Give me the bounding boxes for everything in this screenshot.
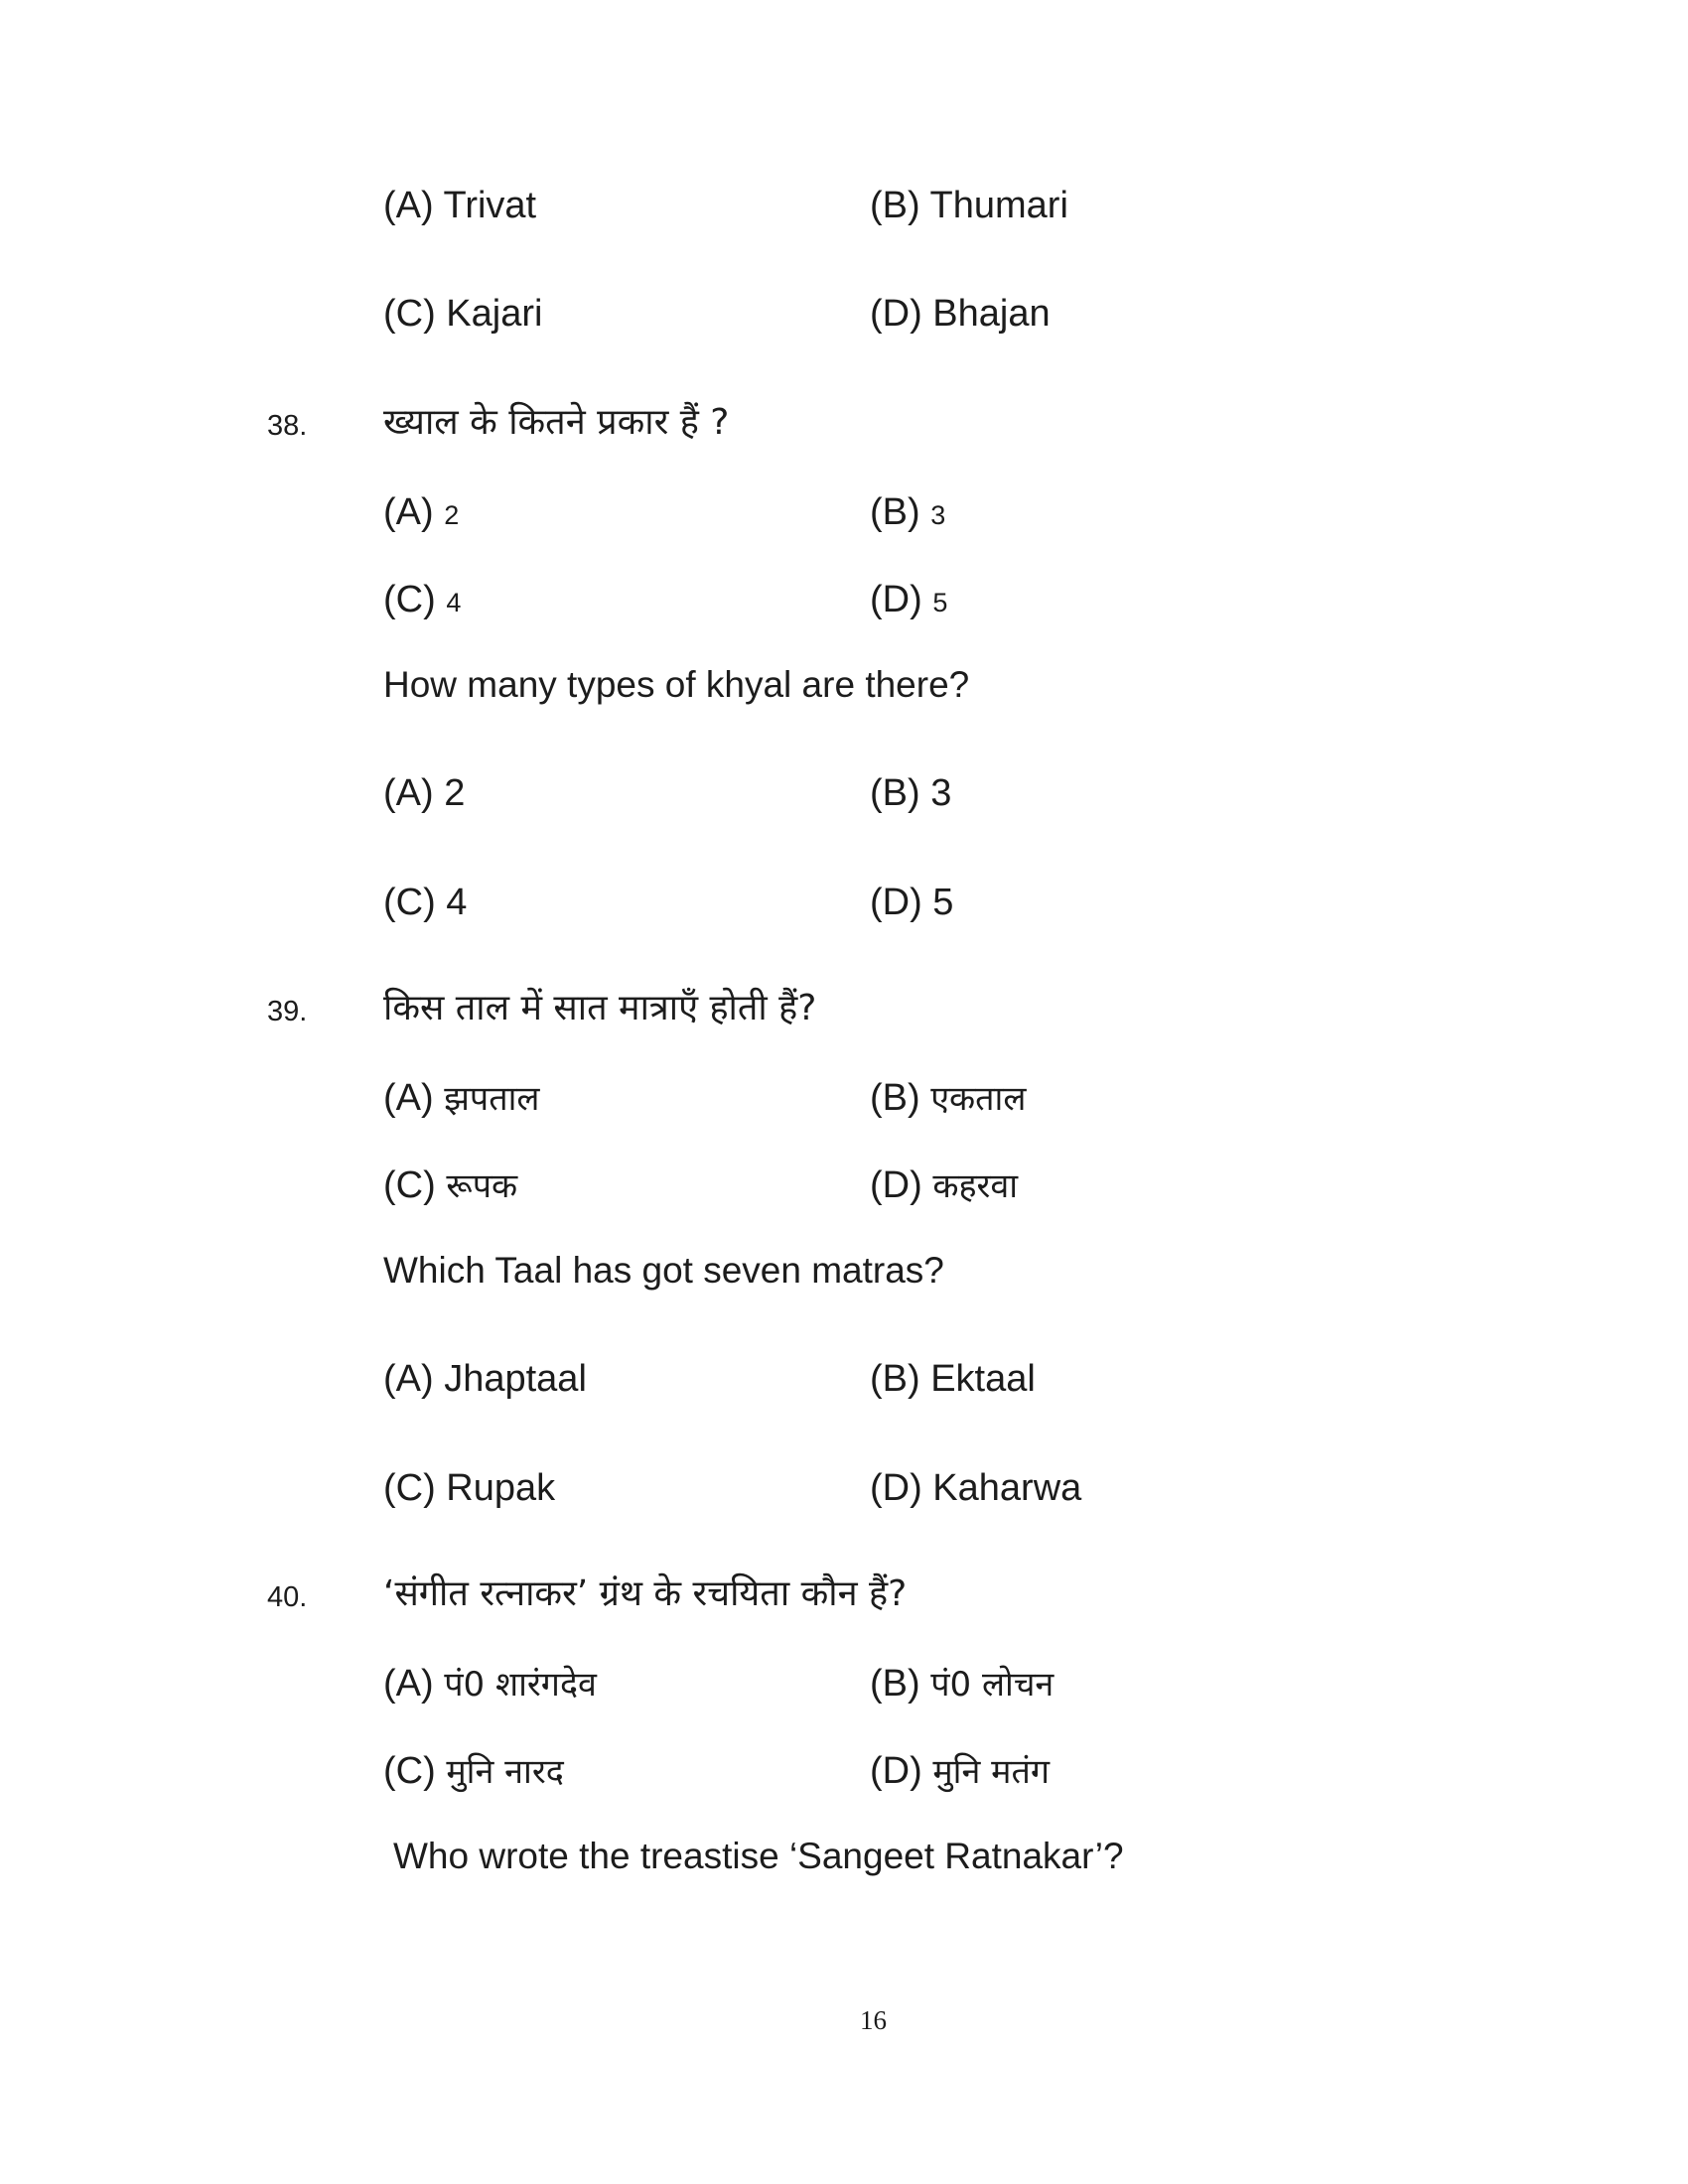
q39-hindi-option-a-value: झपताल [444,1079,540,1119]
q40-hindi-option-b-label: (B) [870,1663,920,1705]
q38-english-option-d: (D) 5 [870,882,954,923]
question-38-english: How many types of khyal are there? [383,664,970,705]
q39-english-option-a: (A) Jhaptaal [383,1358,587,1400]
option-a-trivat: (A) Trivat [383,185,537,226]
q40-hindi-option-a-label: (A) [383,1663,434,1705]
q38-hindi-option-c-value: 4 [446,588,462,617]
q39-hindi-option-a [383,1079,539,1117]
option-d-bhajan: (D) Bhajan [870,293,1051,335]
q39-hindi-option-c-label: (C) [383,1164,436,1206]
question-39-number: 39. [267,996,308,1027]
q40-hindi-option-c [383,1752,564,1790]
q38-hindi-option-d-label: (D) [870,579,922,620]
q38-english-option-b: (B) 3 [870,772,952,814]
q39-hindi-option-c [383,1166,517,1204]
q39-hindi-option-b-value: एकताल [930,1079,1027,1119]
q40-hindi-option-b-value: पं0 लोचन [930,1665,1055,1705]
q39-hindi-option-b-label: (B) [870,1077,920,1119]
q40-hindi-option-a [383,1665,597,1703]
q39-hindi-option-c-value: रूपक [446,1166,518,1206]
q40-hindi-option-d-label: (D) [870,1750,922,1792]
q38-hindi-option-c-label: (C) [383,579,436,620]
q38-hindi-option-a [383,493,459,531]
q40-hindi-option-d [870,1752,1050,1790]
q39-english-option-b: (B) Ektaal [870,1358,1036,1400]
question-38-hindi: ख्याल के कितने प्रकार हैं ? [383,402,730,443]
q39-english-option-d: (D) Kaharwa [870,1467,1082,1509]
q38-hindi-option-d-value: 5 [932,588,948,617]
q38-hindi-option-c [383,581,461,618]
q40-hindi-option-b [870,1665,1054,1703]
q39-english-option-c: (C) Rupak [383,1467,556,1509]
page-number: 16 [860,2005,887,2035]
q39-hindi-option-d [870,1166,1018,1204]
q39-hindi-option-b [870,1079,1026,1117]
q38-hindi-option-b-value: 3 [930,500,946,530]
question-40-hindi: ‘संगीत रत्नाकर’ ग्रंथ के रचयिता कौन हैं? [383,1573,908,1614]
q40-hindi-option-a-value: पं0 शारंगदेव [444,1665,597,1705]
q38-hindi-option-b-label: (B) [870,491,920,533]
question-40-number: 40. [267,1581,308,1613]
question-40-english: Who wrote the treastise ‘Sangeet Ratnakar’? [393,1836,1124,1876]
question-39-english: Which Taal has got seven matras? [383,1250,944,1291]
q39-hindi-option-a-label: (A) [383,1077,434,1119]
option-c-kajari: (C) Kajari [383,293,543,335]
q40-hindi-option-c-label: (C) [383,1750,436,1792]
q38-hindi-option-d [870,581,947,618]
q40-hindi-option-d-value: मुनि मतंग [932,1752,1050,1792]
q40-hindi-option-c-value: मुनि नारद [446,1752,564,1792]
q38-english-option-c: (C) 4 [383,882,468,923]
q38-english-option-a: (A) 2 [383,772,466,814]
q38-hindi-option-b [870,493,945,531]
option-b-thumari: (B) Thumari [870,185,1068,226]
q39-hindi-option-d-value: कहरवा [932,1166,1019,1206]
question-38-number: 38. [267,410,308,442]
q38-hindi-option-a-value: 2 [444,500,460,530]
q39-hindi-option-d-label: (D) [870,1164,922,1206]
question-39-hindi: किस ताल में सात मात्राएँ होती हैं? [383,988,817,1028]
q38-hindi-option-a-label: (A) [383,491,434,533]
